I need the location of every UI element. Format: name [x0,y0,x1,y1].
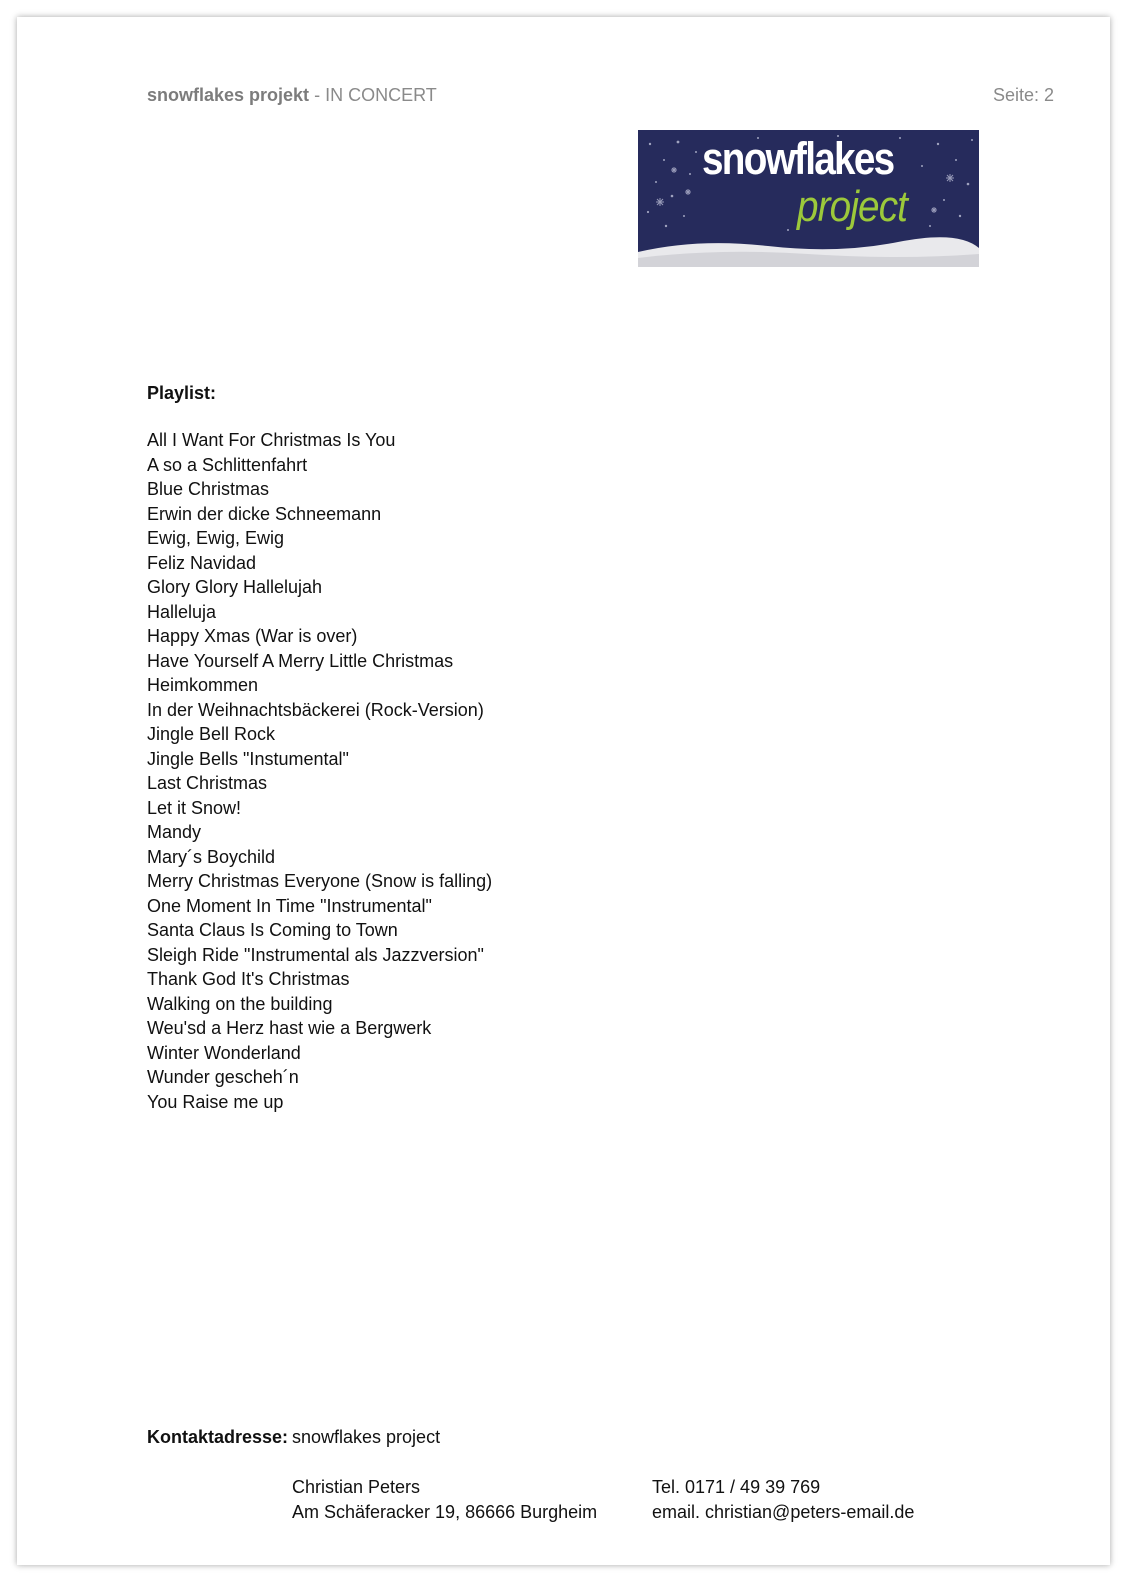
song-item: Sleigh Ride "Instrumental als Jazzversion" [147,944,484,965]
contact-phone: Tel. 0171 / 49 39 769 [652,1477,821,1497]
song-item: Santa Claus Is Coming to Town [147,920,398,940]
contact-label: Kontaktadresse: [147,1427,289,1447]
song-item: All I Want For Christmas Is You [147,430,396,450]
song-list [147,428,492,1114]
song-item: In der Weihnachtsbäckerei (Rock-Version) [147,699,484,720]
song-item: Walking on the building [147,993,333,1014]
contact-person-block [292,1475,597,1524]
contact-org: snowflakes project [292,1427,441,1447]
song-item: Erwin der dicke Schneemann [147,503,382,524]
snowflakes-project-logo [638,130,979,267]
song-item: Weu'sd a Herz hast wie a Bergwerk [147,1018,432,1038]
song-item: Have Yourself A Merry Little Christmas [147,650,454,671]
song-item: Last Christmas [147,773,268,793]
song-item: Mandy [147,822,202,842]
song-item: Let it Snow! [147,797,242,818]
contact-person: Christian Peters [292,1477,421,1497]
song-item: Happy Xmas (War is over) [147,626,358,646]
song-item: Mary´s Boychild [147,846,276,867]
song-item: Winter Wonderland [147,1042,301,1063]
song-item: Merry Christmas Everyone (Snow is falling) [147,871,493,891]
song-item: Thank God It's Christmas [147,969,350,989]
contact-email: email. christian@peters-email.de [652,1501,915,1522]
playlist-heading: Playlist: [147,383,217,403]
song-item: Feliz Navidad [147,552,257,573]
song-item: Blue Christmas [147,479,270,499]
song-item: Wunder gescheh´n [147,1067,299,1087]
logo-text-snowflakes: snowflakes [702,133,894,184]
song-item: Glory Glory Hallelujah [147,577,323,597]
song-item: Jingle Bells "Instumental" [147,748,349,769]
song-item: You Raise me up [147,1091,284,1112]
header-brand: snowflakes projekt [147,85,310,105]
song-item: Ewig, Ewig, Ewig [147,528,285,548]
logo-text-project: project [797,182,908,231]
page-number: Seite: 2 [992,85,1054,105]
song-item: Halleluja [147,601,217,622]
header-subtitle: - IN CONCERT [314,85,437,105]
contact-address: Am Schäferacker 19, 86666 Burgheim [292,1501,598,1522]
page-header-title [147,85,437,106]
song-item: Jingle Bell Rock [147,724,276,744]
song-item: A so a Schlittenfahrt [147,454,308,475]
document-page [17,17,1110,1565]
song-item: Heimkommen [147,675,259,695]
song-item: One Moment In Time "Instrumental" [147,895,432,916]
contact-details-block [652,1475,914,1524]
